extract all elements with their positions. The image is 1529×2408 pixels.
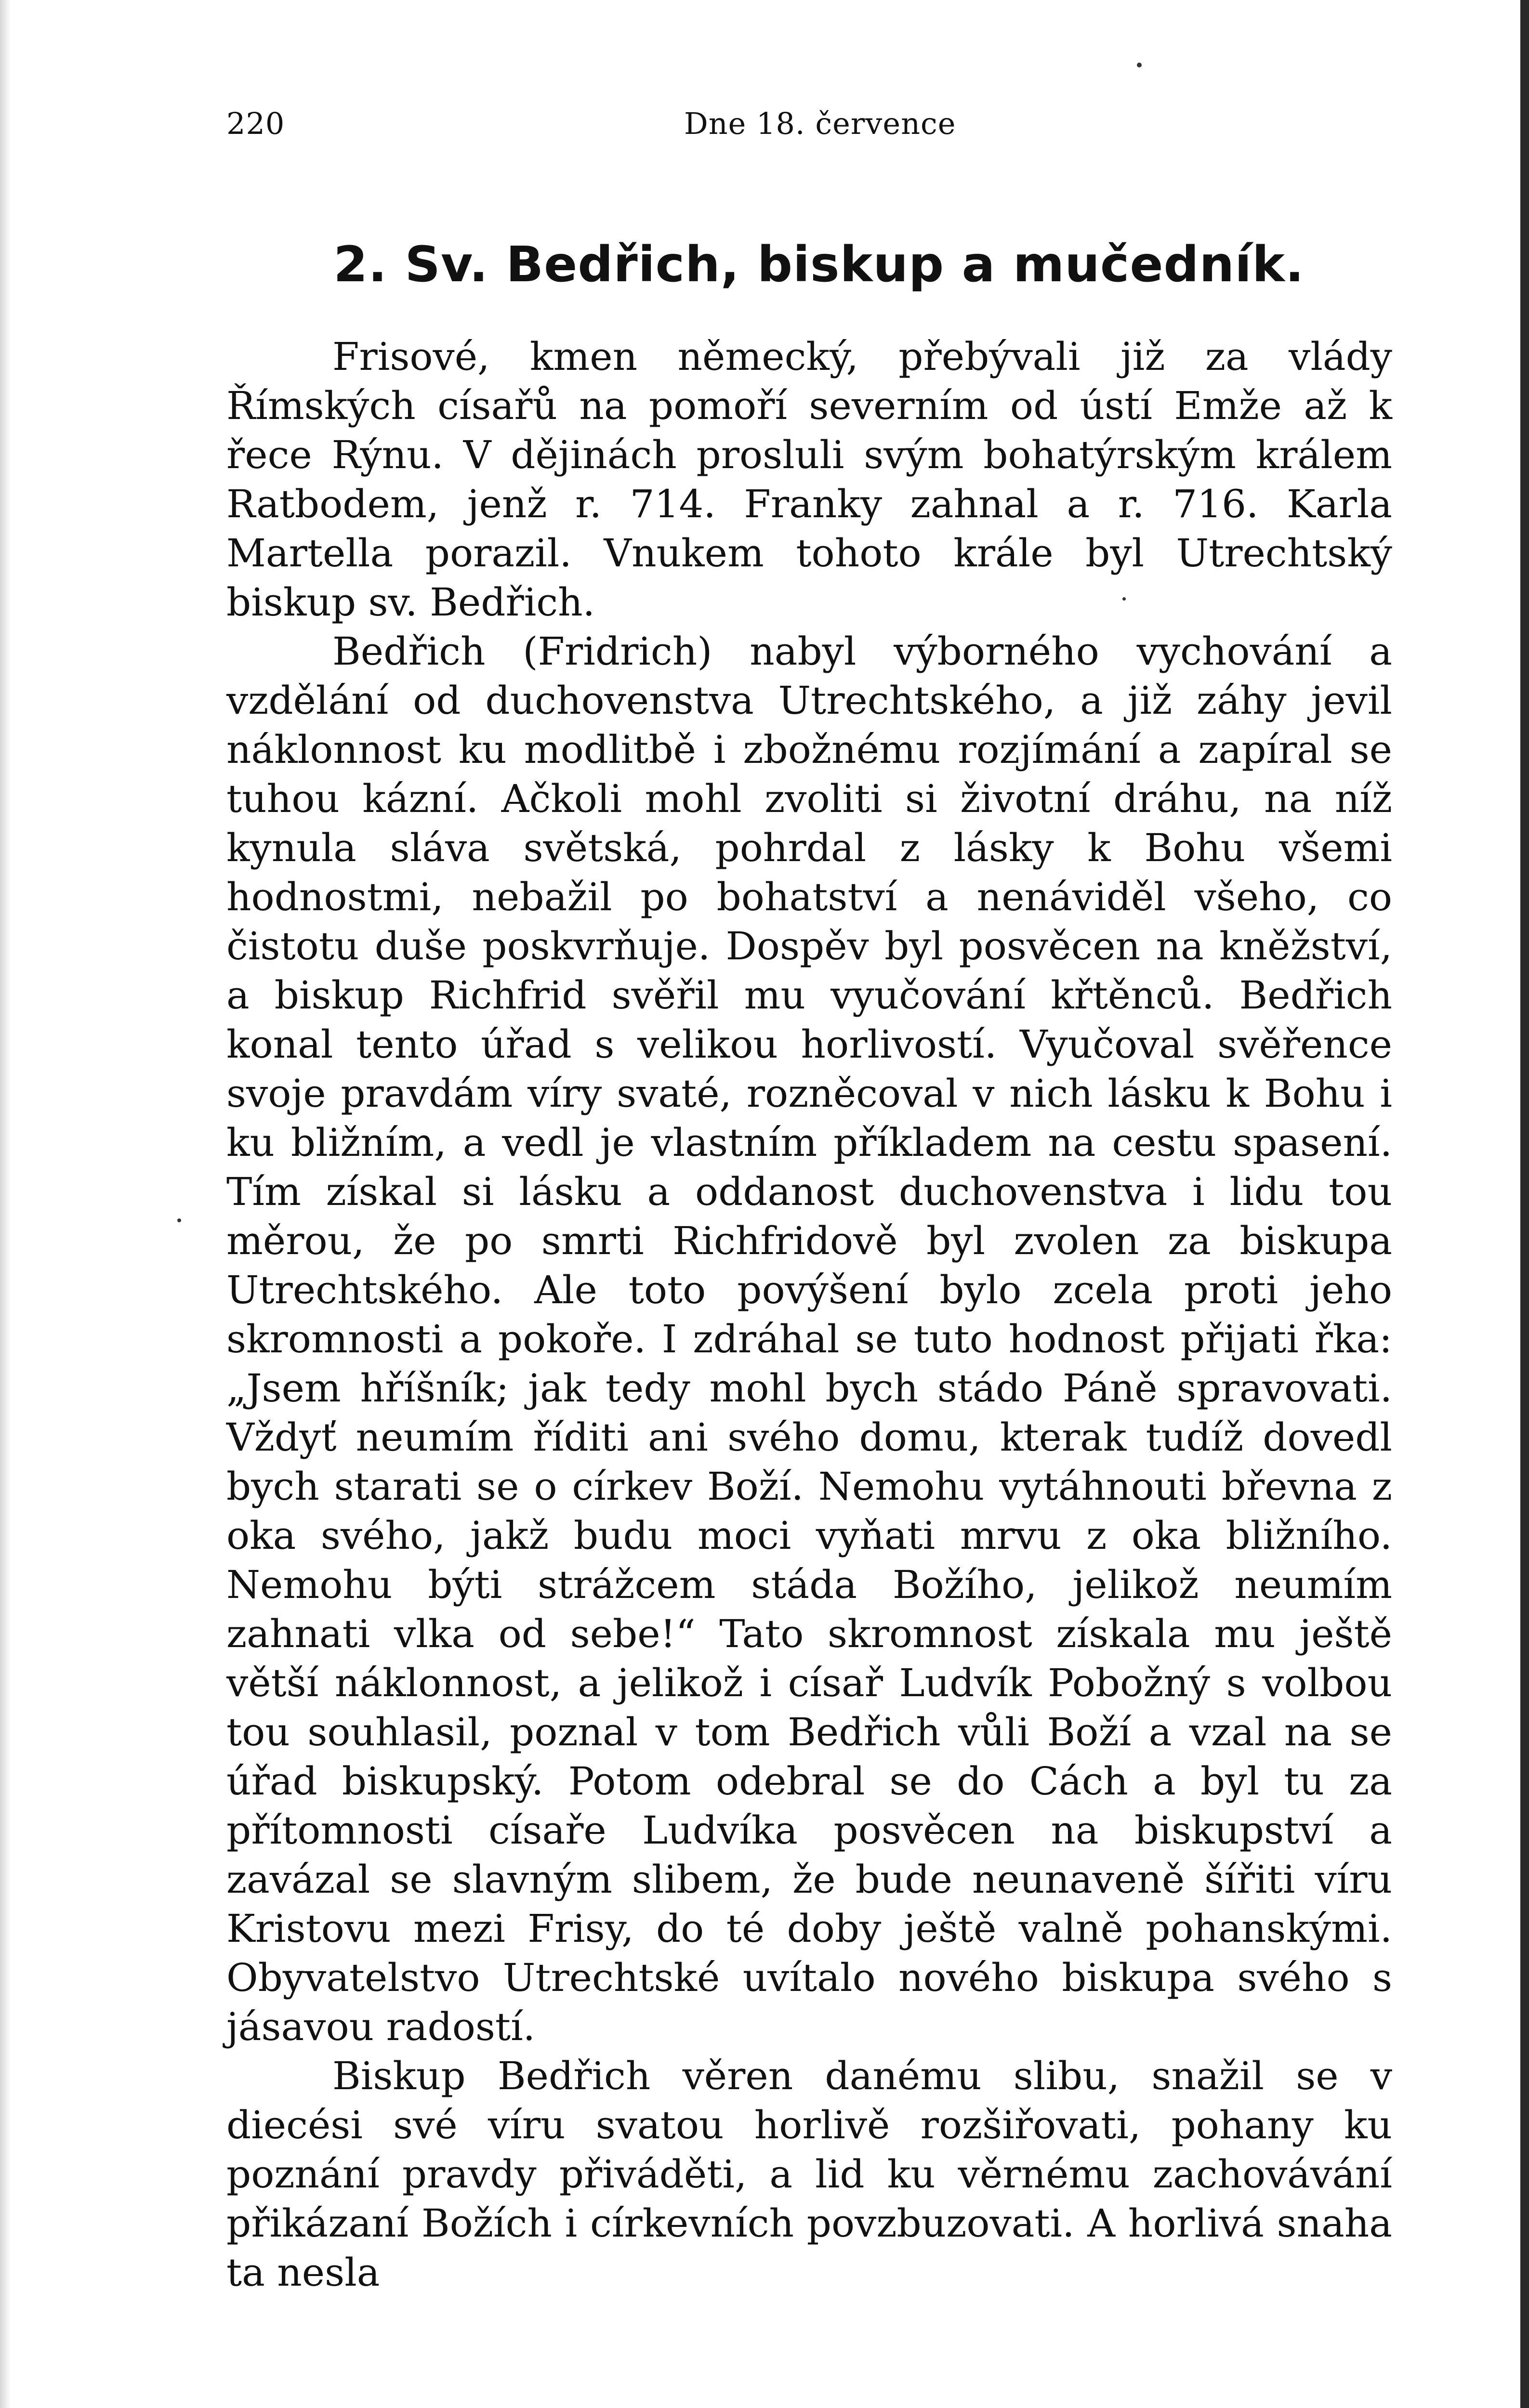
paragraph-2: Bedřich (Fridrich) nabyl výborného vychování a vzdělání od duchovenstva Utrechtského, a již záhy jevil náklonnost ku modlitbě i zbožnému rozjímání a zapíral se tuhou kázní. Ačkoli mohl zvoliti si životní dráhu, na níž kynula sláva světská, pohrdal z lásky k Bohu všemi hodnostmi, nebažil po bohatství a nenáviděl všeho, co čistotu duše poskvrňuje. Dospěv byl posvěcen na kněžství, a biskup Richfrid svěřil mu vyučování křtěnců. Bedřich konal tento úřad s velikou horlivostí. Vyučoval svěřence svoje pravdám víry svaté, rozněcoval v nich lásku k Bohu i ku bližním, a vedl je vlastním příkladem na cestu spasení. Tím získal si lásku a oddanost duchovenstva i lidu tou měrou, že po smrti Richfridově byl zvolen za biskupa Utrechtského. Ale toto povýšení bylo zcela proti jeho skromnosti a pokoře. I zdráhal se tuto hodnost přijati řka: „Jsem hříšník; jak tedy mohl bych stádo Páně spravovati. Vždyť neumím říditi ani svého domu, kterak tudíž dovedl bych starati se o církev Boží. Nemohu vytáhnouti břevna z oka svého, jakž budu moci vyňati mrvu z oka bližního. Nemohu býti strážcem stáda Božího, jelikož neumím zahnati vlka od sebe!“ Tato skromnost získala mu ještě větší náklonnost, a jelikož i císař Ludvík Pobožný s volbou tou souhlasil, poznal v tom Bedřich vůli Boží a vzal na se úřad biskupský. Potom odebral se do Cách a byl tu za přítomnosti císaře Ludvíka posvěcen na biskupství a zavázal se slavným slibem, že bude neunaveně šířiti víru Kristovu mezi Frisy, do té doby ještě valně pohanskými. Obyvatelstvo Utrechtské uvítalo nového biskupa svého s jásavou radostí. [226, 629, 1392, 2049]
scan-speck [177, 1218, 181, 1222]
chapter-title: 2. Sv. Bedřich, biskup a mučedník. [333, 236, 1305, 293]
running-head: Dne 18. července [684, 106, 956, 141]
page-edge-shadow-left [0, 0, 11, 2408]
paragraph-1: Frisové, kmen německý, přebývali již za vlády Římských císařů na pomoří severním od ústí Emže až k řece Rýnu. V dějinách prosluli svým bohatýrským králem Ratbodem, jenž r. 714. Franky zahnal a r. 716. Karla Martella porazil. Vnukem tohoto krále byl Utrechtský biskup sv. Bedřich. [226, 334, 1392, 625]
page-edge-shadow-right [1520, 0, 1529, 2408]
scan-speck [1122, 597, 1126, 601]
body-text [226, 332, 1392, 2297]
page-header [226, 106, 1426, 164]
paragraph-3: Biskup Bedřich věren danému slibu, snažil se v diecési své víru svatou horlivě rozšiřovati, pohany ku poznání pravdy přiváděti, a lid ku věrnému zachovávání přikázaní Božích i církevních povzbuzovati. A horlivá snaha ta nesla [226, 2054, 1392, 2295]
page-number: 220 [226, 106, 285, 141]
scan-speck [1137, 63, 1142, 67]
